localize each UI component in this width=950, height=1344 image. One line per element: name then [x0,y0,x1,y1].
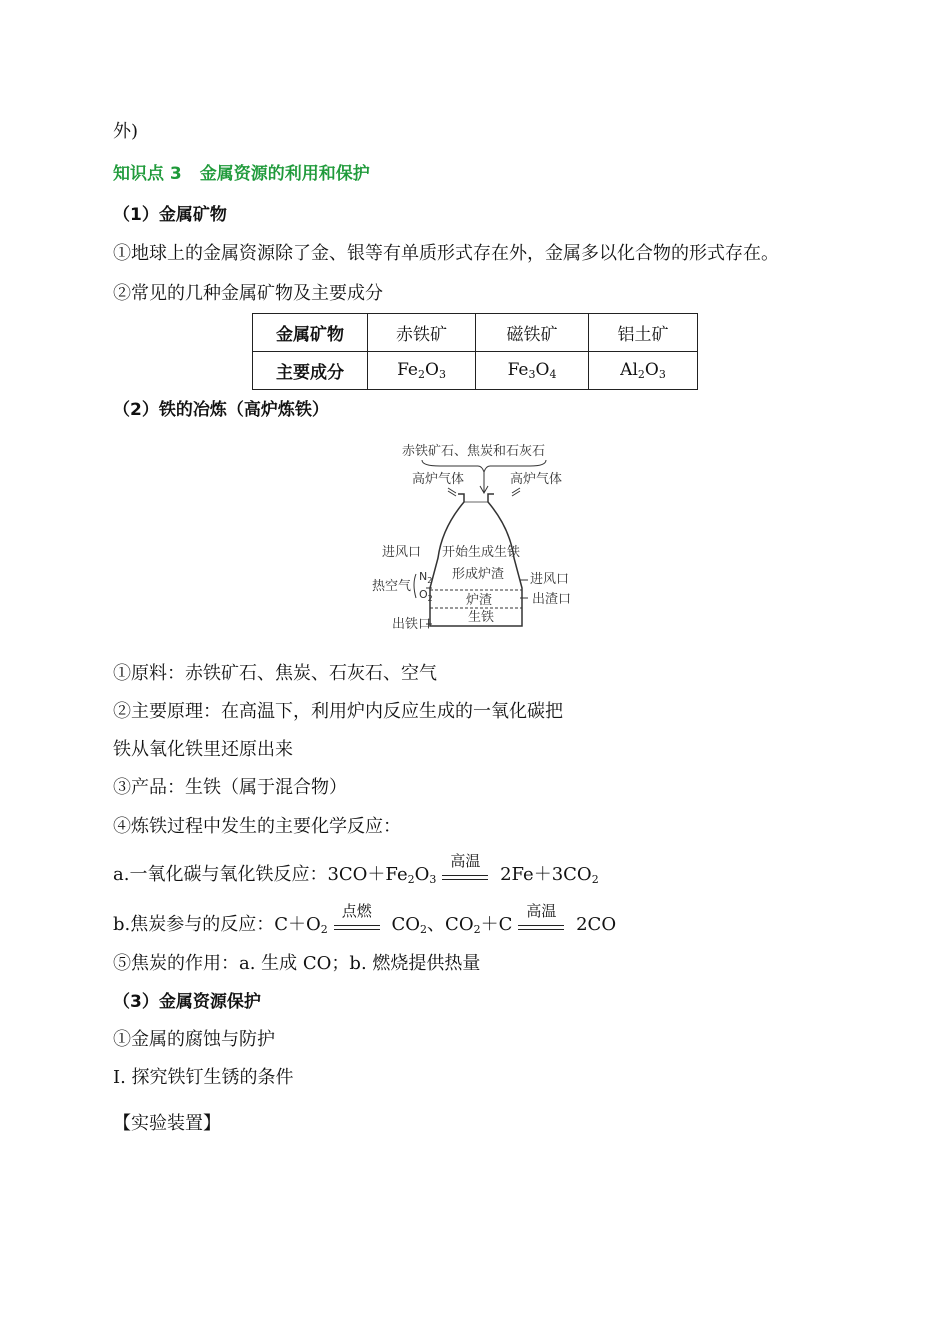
paragraph-principle-2: 铁从氧化铁里还原出来 [113,739,293,760]
table-cell: 赤铁矿 [368,314,476,352]
heading-iron-smelting: （2）铁的冶炼（高炉炼铁） [113,400,329,420]
table-header-mineral: 金属矿物 [253,314,368,352]
paragraph-reactions-title: ④炼铁过程中发生的主要化学反应： [113,816,401,837]
paragraph-product: ③产品：生铁（属于混合物） [113,777,347,798]
diagram-inlet-left: 进风口 [382,545,422,560]
table-cell-formula: $Al_2O_3$ [589,352,698,390]
heading-resource-protection: （3）金属资源保护 [113,992,261,1012]
table-cell-formula: $Fe_2O_3$ [368,352,476,390]
diagram-hot-air: 热空气 [372,579,412,594]
header-tail: 外) [113,121,139,142]
diagram-gas-left: 高炉气体 [412,472,465,487]
table-header-component: 主要成分 [253,352,368,390]
table-cell: 铝土矿 [589,314,698,352]
table-cell-formula: $Fe_3O_4$ [476,352,589,390]
paragraph-corrosion: ①金属的腐蚀与防护 [113,1029,275,1050]
diagram-n2: $N_2$ [419,570,433,585]
section-label: 知识点 3 [113,164,182,184]
paragraph-coke-role: ⑤焦炭的作用：a. 生成 CO；b. 燃烧提供热量 [113,953,481,974]
paragraph-metal-existence: ①地球上的金属资源除了金、银等有单质形式存在外，金属多以化合物的形式存在。 [113,243,779,264]
paragraph-experiment-setup: 【实验装置】 [113,1113,221,1134]
diagram-top-label: 赤铁矿石、焦炭和石灰石 [402,444,546,459]
paragraph-principle-1: ②主要原理：在高温下，利用炉内反应生成的一氧化碳把 [113,701,563,722]
diagram-inside-1: 开始生成生铁 [442,545,521,560]
reaction-condition: 点燃 [332,913,382,937]
diagram-slag: 炉渣 [466,593,493,608]
diagram-pig-iron: 生铁 [468,610,495,625]
paragraph-rust-conditions: I. 探究铁钉生锈的条件 [113,1067,294,1088]
diagram-slag-outlet: 出渣口 [532,592,572,607]
paragraph-common-minerals: ②常见的几种金属矿物及主要成分 [113,283,383,304]
diagram-inlet-right: 进风口 [530,572,570,587]
diagram-inside-2: 形成炉渣 [452,567,505,582]
diagram-o2: $O_2$ [419,588,433,603]
table-row [253,314,698,352]
table-row [253,352,698,390]
equation-b: b.焦炭参与的反应：$C+O_2$ 点燃 $CO_2$、$CO_2+C$ 高温 2CO [113,902,617,936]
reaction-condition: 高温 [516,913,566,937]
heading-metal-minerals: （1）金属矿物 [113,205,227,225]
paragraph-raw-materials: ①原料：赤铁矿石、焦炭、石灰石、空气 [113,663,437,684]
diagram-gas-right: 高炉气体 [510,472,563,487]
reaction-condition: 高温 [440,863,490,887]
section-heading [113,162,370,186]
diagram-iron-outlet: 出铁口 [392,617,432,632]
section-title: 金属资源的利用和保护 [199,164,370,184]
blast-furnace-diagram [360,438,600,638]
mineral-table [252,313,698,390]
equation-a: a.一氧化碳与氧化铁反应：$3CO+Fe_2O_3$ 高温 $2Fe+3CO_2$ [113,852,599,886]
table-cell: 磁铁矿 [476,314,589,352]
